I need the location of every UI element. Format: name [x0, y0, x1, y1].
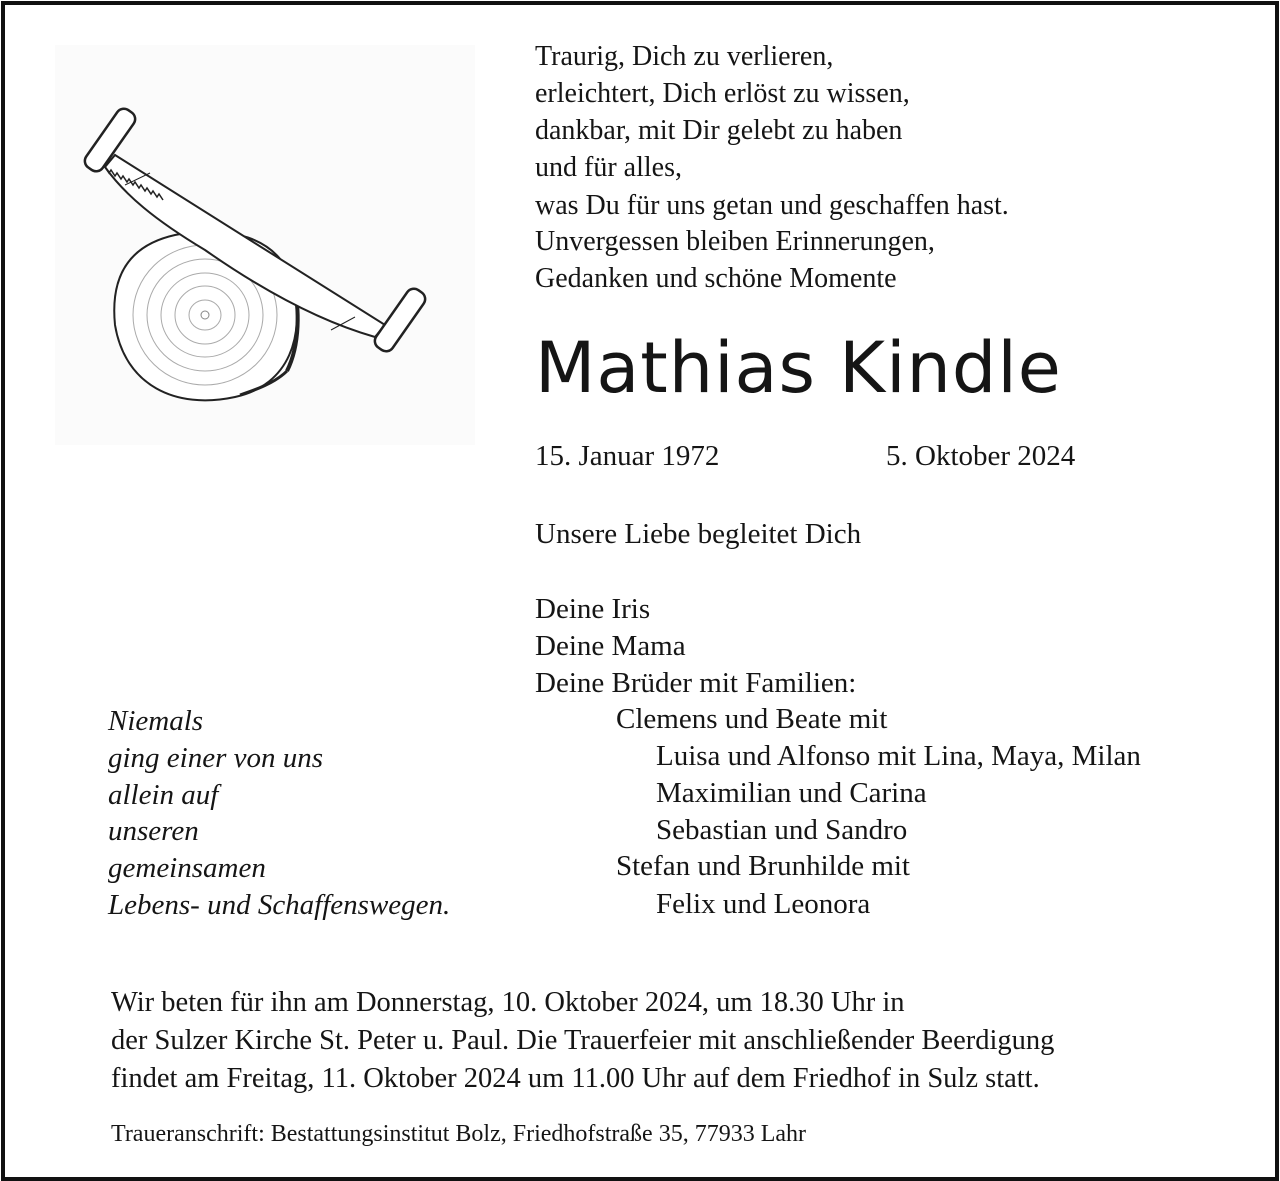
quote-line: Niemals: [108, 705, 204, 737]
family-member: Luisa und Alfonso mit Lina, Maya, Milan: [656, 740, 1141, 772]
poem-line: erleichtert, Dich erlöst zu wissen,: [535, 78, 910, 109]
quote-line: gemeinsamen: [108, 852, 266, 884]
service-info-line: Wir beten für ihn am Donnerstag, 10. Oktober 2024, um 18.30 Uhr in: [111, 987, 905, 1018]
mourning-address: Traueranschrift: Bestattungsinstitut Bolz, Friedhofstraße 35, 77933 Lahr: [111, 1121, 807, 1147]
birth-date: 15. Januar 1972: [535, 440, 720, 472]
poem-line: Gedanken und schöne Momente: [535, 263, 897, 294]
family-member: Deine Iris: [535, 593, 651, 625]
poem-line: Traurig, Dich zu verlieren,: [535, 41, 834, 72]
quote-line: Lebens- und Schaffenswegen.: [108, 889, 451, 921]
death-date: 5. Oktober 2024: [886, 440, 1076, 472]
dedication: Unsere Liebe begleitet Dich: [535, 518, 862, 550]
poem-line: was Du für uns getan und geschaffen hast.: [535, 190, 1009, 221]
saw-and-log-icon: [55, 45, 475, 445]
family-member: Sebastian und Sandro: [656, 814, 908, 846]
service-info-line: der Sulzer Kirche St. Peter u. Paul. Die Trauerfeier mit anschließender Beerdigung: [111, 1025, 1055, 1056]
quote-line: allein auf: [108, 779, 219, 811]
family-member: Maximilian und Carina: [656, 777, 927, 809]
poem-line: Unvergessen bleiben Erinnerungen,: [535, 226, 935, 257]
quote-line: unseren: [108, 815, 199, 847]
family-member: Felix und Leonora: [656, 888, 871, 920]
family-member: Deine Mama: [535, 630, 686, 662]
deceased-name: Mathias Kindle: [535, 327, 1062, 409]
quote-line: ging einer von uns: [108, 742, 324, 774]
poem-line: dankbar, mit Dir gelebt zu haben: [535, 115, 903, 146]
service-info-line: findet am Freitag, 11. Oktober 2024 um 11.00 Uhr auf dem Friedhof in Sulz statt.: [111, 1063, 1040, 1094]
family-member: Clemens und Beate mit: [616, 703, 888, 735]
family-member: Deine Brüder mit Familien:: [535, 667, 857, 699]
family-member: Stefan und Brunhilde mit: [616, 850, 910, 882]
poem-line: und für alles,: [535, 152, 682, 183]
